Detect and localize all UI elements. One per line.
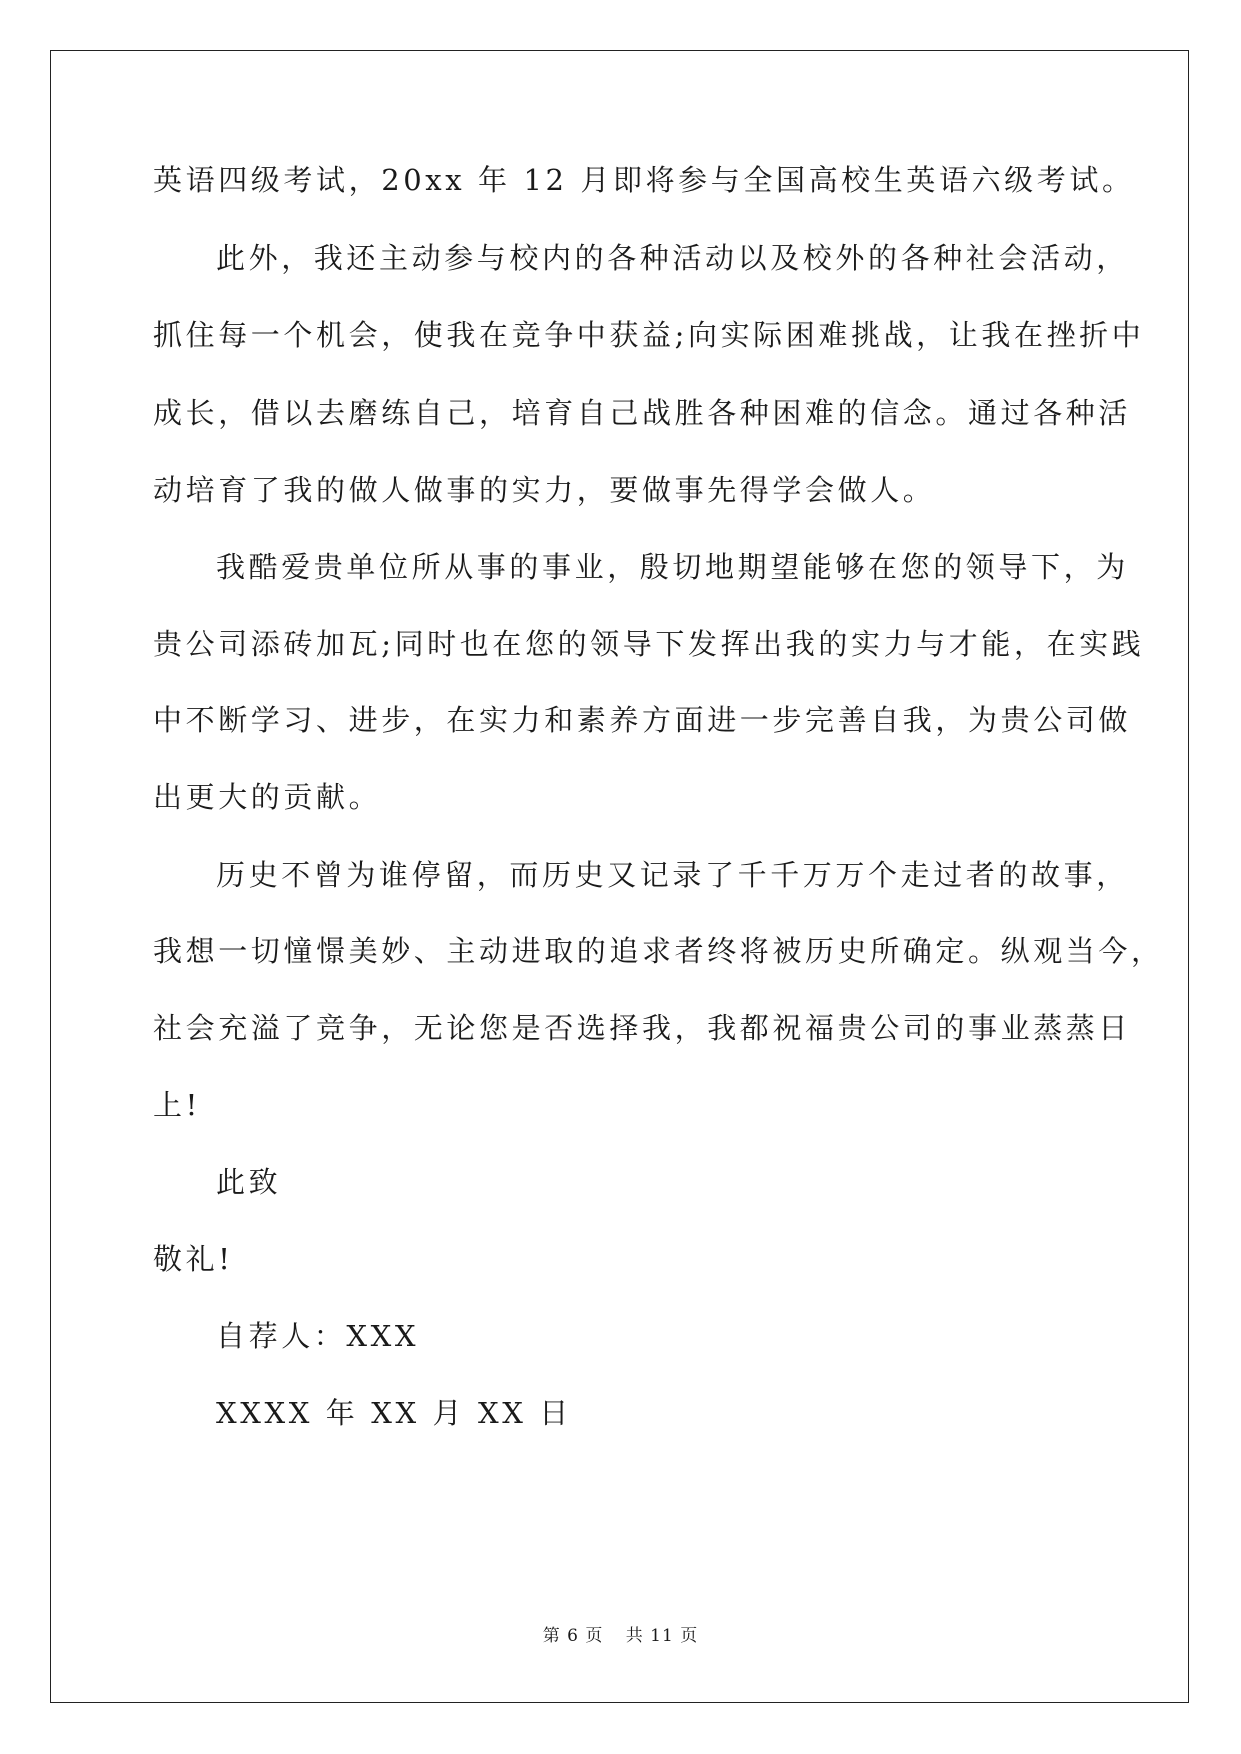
paragraph-line: 我想一切憧憬美妙、主动进取的追求者终将被历史所确定。纵观当今， bbox=[153, 934, 1164, 968]
date-line: XXXX 年 XX 月 XX 日 bbox=[216, 1396, 572, 1430]
paragraph-line: 社会充溢了竞争，无论您是否选择我，我都祝福贵公司的事业蒸蒸日 bbox=[153, 1011, 1132, 1045]
paragraph-line: 动培育了我的做人做事的实力，要做事先得学会做人。 bbox=[153, 473, 936, 507]
paragraph-line: 出更大的贡献。 bbox=[153, 780, 382, 814]
closing-regards: 敬礼! bbox=[153, 1242, 234, 1276]
page-footer bbox=[0, 1624, 1241, 1648]
closing-salutation: 此致 bbox=[216, 1165, 282, 1199]
paragraph-line: 我酷爱贵单位所从事的事业，殷切地期望能够在您的领导下，为 bbox=[216, 550, 1129, 584]
paragraph-line: 中不断学习、进步，在实力和素养方面进一步完善自我，为贵公司做 bbox=[153, 703, 1132, 737]
paragraph-line: 成长，借以去磨练自己，培育自己战胜各种困难的信念。通过各种活 bbox=[153, 396, 1132, 430]
page-total: 共 11 页 bbox=[625, 1626, 699, 1646]
signature-line: 自荐人：XXX bbox=[216, 1319, 420, 1353]
paragraph-line: 历史不曾为谁停留，而历史又记录了千千万万个走过者的故事， bbox=[216, 858, 1129, 892]
paragraph-line: 抓住每一个机会，使我在竞争中获益;向实际困难挑战，让我在挫折中 bbox=[153, 318, 1145, 352]
page-number: 第 6 页 bbox=[542, 1626, 604, 1646]
paragraph-line: 上! bbox=[153, 1088, 201, 1122]
paragraph-line: 此外，我还主动参与校内的各种活动以及校外的各种社会活动， bbox=[216, 241, 1129, 275]
paragraph-line: 贵公司添砖加瓦;同时也在您的领导下发挥出我的实力与才能，在实践 bbox=[153, 627, 1145, 661]
paragraph-line: 英语四级考试，20xx 年 12 月即将参与全国高校生英语六级考试。 bbox=[153, 163, 1135, 197]
